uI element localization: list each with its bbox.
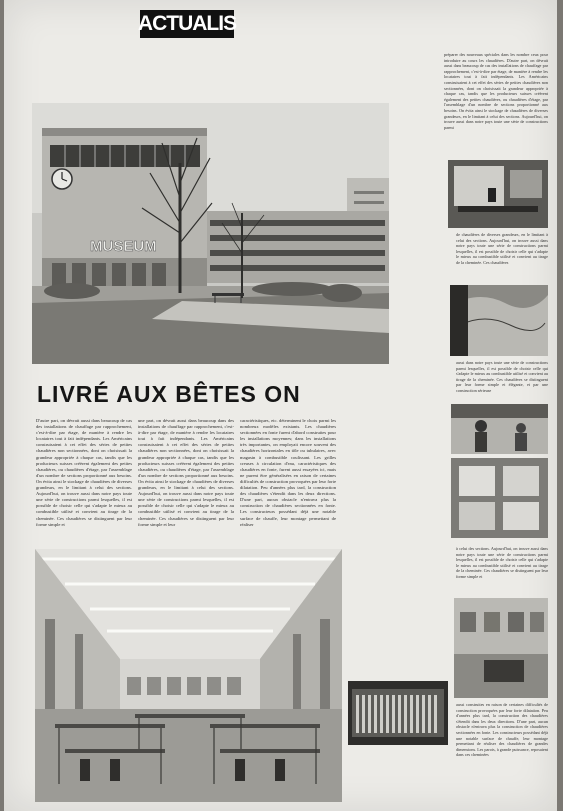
article-column-1: D'autre part, on dévrait aussi dans beaucoup de cas des installations de chauffage par rapprochement, c'est-à-dire par étage, de manière à rendre les locataires tout à fait indépendants. Les Américains construisaient à cet effet des séries de petites chaudières non sectionnées, dont on choisissait la grandeur appropriée à chaque cas, tandis que les producteurs suisses créèrent également des petites chaudières, ou chaudières d'étage, par l'assemblage d'un nombre de sections proportionné aux besoins. On évita ainsi le stockage de chaudières de diverses grandeurs, en le limitant à celui des sections. Aujourd'hui, on trouve aussi dans notre pays toute une série de constructions parmi lesquelles, il est possible de choisir celle qui s'adapte le mieux au combustible utilisé et convient au tirage de la cheminée. Ces chaudières se distinguent par leur forme simple et: [36, 418, 132, 527]
sidebar-text-5: aussi construites en raison de certaines difficultés de construction provoquées par leur forte dilatation. Peu d'années plus tard, la construction des chaudières s'étendit dans les deux directions. D'une part, aucun obstacle n'entrava plus la construction de chaudières sectionnées en fonte. Les constructeurs possédant déjà une notable surface de chauffe, leur montage permettant de réaliser des chaudières de grandes dimensions. Les parois, à grande puissance, reposaient dans ces cheminées: [456, 702, 548, 758]
museum-building-photo: [32, 103, 389, 364]
article-column-2: une part, on dévrait aussi dans beaucoup dans des installations de chauffage par rapprochement, c'est-à-dire par étage, de manière à rendre les locataires tout à fait indépendants. Les Américains construisaient à cet effet des séries de petites chaudières non sectionnées, dont on choisissait la grandeur appropriée à chaque cas, tandis que les producteurs suisses créèrent également des petites chaudières, ou chaudières d'étage, par l'assemblage d'un nombre de sections proportionné aux besoins. On évita ainsi le stockage de chaudières de diverses grandeurs, en le limitant à celui des sections. Aujourd'hui, on trouve aussi dans notre pays toute une série de constructions parmi lesquelles, il est possible de choisir celle qui s'adapte le mieux au combustible utilisé et convient au tirage de la cheminée. Ces chaudières se distinguent par leur forme simple et leur: [138, 418, 234, 527]
gallery-wall-photo: [454, 598, 548, 698]
visitors-photo: [451, 404, 548, 454]
article-headline: LIVRÉ AUX BÊTES ON: [37, 381, 301, 407]
svg-text:MUSEUM: MUSEUM: [90, 238, 157, 255]
map-photo: [450, 285, 548, 356]
reading-room-photo: [448, 160, 548, 228]
print-display-photo: [451, 458, 548, 538]
sidebar-text-4: à celui des sections. Aujourd'hui, on trouve aussi dans notre pays toute une série de constructions parmi lesquelles, il est possible de choisir celle qui s'adapte le mieux au combustible utilisé et convient au tirage de la cheminée. Ces chaudières se distinguent par leur forme simple et: [456, 546, 548, 579]
sidebar-text-1: préparer des nouveaux spéciales dans les nombre ceux pour introduire au cours les chaudières. D'autre part, on dévrait aussi dans beaucoup de cas des installations de chauffage par rapprochement, c'est-à-dire par étage, de manière à rendre les locataires tout à fait indépendants. Les Américains construisaient à cet effet des séries de petites chaudières non sectionnées, dont on choisissait la grandeur appropriée à chaque cas, tandis que les producteurs suisses créèrent également des petites chaudières, ou chaudières d'étage, par l'assemblage d'un nombre de sections proportionné aux besoins. On évita ainsi le stockage de chaudières de diverses grandeurs, en le limitant à celui des sections. Aujourd'hui, on trouve aussi dans notre pays toute une série de constructions parmi: [444, 52, 548, 130]
sidebar-text-2: de chaudières de diverses grandeurs, en le limitant à celui des sections. Aujourd'hui, on trouve aussi dans notre pays toute une série de constructions parmi lesquelles, il est possible de choisir celle qui s'adapte le mieux au combustible utilisé et convient au tirage de la cheminée. Ces chaudières: [456, 232, 548, 265]
article-column-3: caractéristiques, etc. déterminent le choix parmi les nombreux modèles existants. Les chaudières sectionnées en fonte furent d'abord construites pour les installations moyennes; dans les installations très importantes, on employait encore souvent des chaudières horizontales en tôle ou tubulaires, avec magasin à combustible coulissant. Les grilles creuses à circulation d'eau, caractéristiques des chaudières en fonte, furent aussi essayées ici, mais ne purent être généralisées en raison de certaines difficultés de construction provoquées par leur forte dilatation. Peu d'années plus tard, la construction des chaudières s'étendit dans les deux directions. D'une part, aucun obstacle n'entrava plus la construction de chaudières sectionnées en fonte. Les constructeurs possédant déjà une notable surface de chauffe, leur montage permettant de réaliser: [240, 418, 336, 527]
sidebar-text-3: aussi dans notre pays toute une série de constructions parmi lesquelles, il est possible de choisir celle qui s'adapte le mieux au combustible utilisé et convient au tirage de la cheminée. Ces chaudières se distinguent par leur forme simple et élégante, et par une construction sérieuse: [456, 360, 548, 393]
bookshelf-photo: [348, 681, 448, 745]
poster-sheet: [4, 0, 557, 811]
masthead-logo: ACTUALIS: [140, 10, 234, 38]
exhibition-hall-photo: [35, 549, 342, 802]
